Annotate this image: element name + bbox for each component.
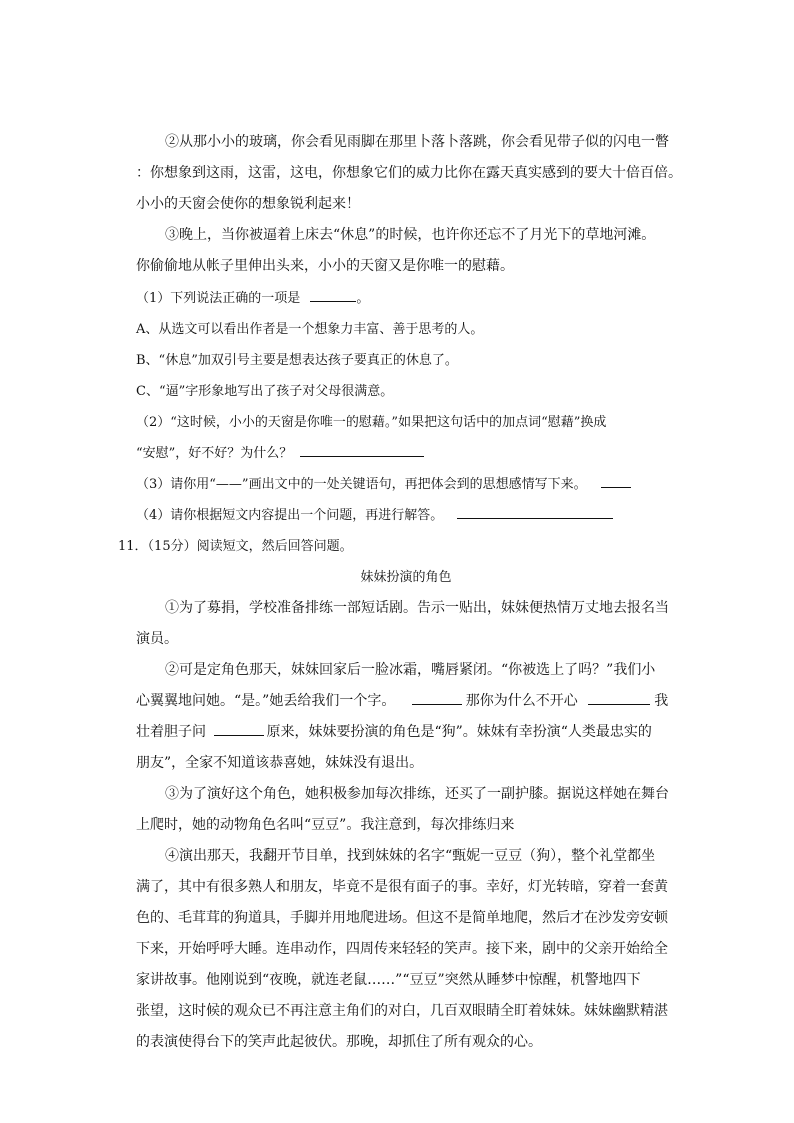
text-line [136, 717, 676, 748]
answer-blank[interactable] [300, 441, 424, 457]
text-line: 小小的天窗会使你的想象锐利起来！ [136, 196, 360, 212]
text-line: 张望，这时候的观众已不再注意主角们的对白，几百双眼睛全盯着妹妹。妹妹幽默精湛 [136, 1003, 668, 1019]
text-segment: 那你为什么不开心 [465, 693, 578, 709]
question-4-text: （4）请你根据短文内容提出一个问题，再进行解答。 [136, 508, 444, 523]
option-b: B、“休息”加双引号主要是想表达孩子要真正的休息了。 [136, 353, 458, 368]
text-line: 色的、毛茸茸的狗道具，手脚并用地爬进场。但这不是简单地爬，然后才在沙发旁安顿 [136, 910, 668, 926]
answer-blank[interactable] [310, 286, 356, 302]
answer-blank[interactable] [457, 503, 613, 519]
q11-paragraph-4 [136, 841, 676, 1058]
text-line: ：你想象到这雨，这雷，这电，你想象它们的威力比你在露天真实感到的要大十倍百倍。 [136, 165, 682, 181]
q11-paragraph-1 [136, 593, 676, 655]
text-line: ①为了募捐，学校准备排练一部短话剧。告示一贴出，妹妹便热情万丈地去报名当 [165, 600, 669, 616]
text-segment: 原来，妹妹要扮演的角色是“狗”。妹妹有幸扮演“人类最忠实的 [266, 724, 652, 740]
text-segment: 我 [654, 693, 669, 709]
answer-blank[interactable] [214, 720, 264, 736]
text-line: 上爬时，她的动物角色名叫“豆豆”。我注意到，每次排练归来 [136, 817, 515, 833]
text-line: 朋友”，全家不知道该恭喜她，妹妹没有退出。 [136, 755, 424, 771]
text-line: ③为了演好这个角色，她积极参加每次排练，还买了一副护膝。据说这样她在舞台 [165, 786, 669, 802]
text-line: 你偷偷地从帐子里伸出头来，小小的天窗又是你唯一的慰藉。 [136, 258, 514, 274]
text-line: ④演出那天，我翻开节目单，找到妹妹的名字“甄妮一豆豆（狗），整个礼堂都坐 [165, 848, 656, 864]
passage1-paragraph-3 [136, 220, 676, 282]
text-line: 演员。 [136, 631, 178, 647]
q11-paragraph-3 [136, 779, 676, 841]
text-segment: 壮着胆子问 [136, 724, 206, 740]
answer-blank[interactable] [601, 472, 631, 488]
option-c: C、“逼”字形象地写出了孩子对父母很满意。 [136, 384, 394, 399]
text-line: ②从那小小的玻璃，你会看见雨脚在那里卜落卜落跳，你会看见带子似的闪电一瞥 [165, 134, 669, 150]
text-line: 满了，其中有很多熟人和朋友，毕竟不是很有面子的事。幸好，灯光转暗，穿着一套黄 [136, 879, 668, 895]
text-line: 的表演使得台下的笑声此起彼伏。那晚，却抓住了所有观众的心。 [136, 1034, 542, 1050]
answer-blank[interactable] [588, 689, 650, 705]
text-line [136, 686, 676, 717]
question-2-line-1: （2）“这时候，小小的天窗是你唯一的慰藉。”如果把这句话中的加点词“慰藉”换成 [136, 415, 607, 430]
text-line: ②可是定角色那天，妹妹回家后一脸冰霜，嘴唇紧闭。“你被选上了吗？”我们小 [165, 662, 656, 678]
question-1 [136, 283, 369, 314]
passage-title: 妹妹扮演的角色 [360, 570, 452, 585]
question-4 [136, 500, 613, 531]
question-11-header: 11．（15分）阅读短文，然后回答问题。 [118, 539, 353, 554]
q11-paragraph-2 [136, 655, 676, 779]
question-2-text: “安慰”，好不好？为什么？ [136, 446, 293, 461]
question-3 [136, 469, 631, 500]
passage1-paragraph-2 [136, 127, 682, 220]
question-3-text: （3）请你用“——”画出文中的一处关键语句，再把体会到的思想感情写下来。 [136, 477, 587, 492]
question-1-end: 。 [356, 291, 370, 306]
question-1-text: （1）下列说法正确的一项是 [136, 291, 301, 306]
answer-blank[interactable] [412, 689, 462, 705]
text-line: 家讲故事。他刚说到“夜晚，就连老鼠……”“豆豆”突然从睡梦中惊醒，机警地四下 [136, 972, 641, 988]
option-a: A、从选文可以看出作者是一个想象力丰富、善于思考的人。 [136, 322, 484, 337]
text-segment: 心翼翼地问她。“是。”她丢给我们一个字。 [136, 693, 396, 709]
text-line: 下来，开始呼呼大睡。连串动作，四周传来轻轻的笑声。接下来，剧中的父亲开始给全 [136, 941, 668, 957]
text-line: ③晚上，当你被逼着上床去“休息”的时候，也许你还忘不了月光下的草地河滩。 [165, 227, 656, 243]
question-2-line-2 [136, 438, 424, 469]
